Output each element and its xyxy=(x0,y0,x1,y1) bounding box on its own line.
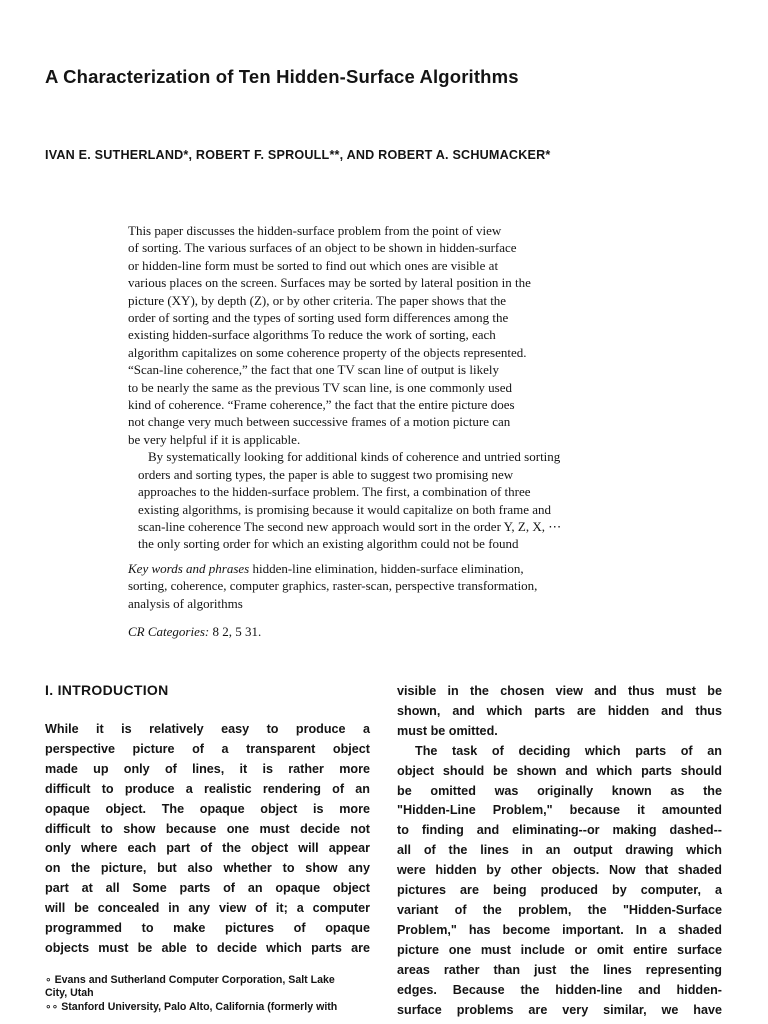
abstract-line: existing hidden-surface algorithms To reduce the work of sorting, each xyxy=(128,327,496,343)
keywords-block xyxy=(128,560,688,612)
body-line: opaque object. The opaque object is more xyxy=(45,801,370,816)
keywords-text: hidden-line elimination, hidden-surface elimination, xyxy=(249,561,524,576)
left-column xyxy=(45,682,370,959)
body-line: were hidden by other objects. Now that shaded xyxy=(397,863,722,878)
introduction-paragraph-1 xyxy=(45,720,370,959)
abstract-line: kind of coherence. “Frame coherence,” the fact that the entire picture does xyxy=(128,397,515,413)
body-line: difficult to show because one must decide not xyxy=(45,821,370,836)
body-line: picture one must include or omit entire surface xyxy=(397,942,722,957)
body-line: surface problems are very similar, we have xyxy=(397,1002,722,1017)
body-line: all of the lines in an output drawing which xyxy=(397,843,722,858)
body-line: object should be shown and which parts should xyxy=(397,763,722,778)
abstract-line: picture (XY), by depth (Z), or by other criteria. The paper shows that the xyxy=(128,292,507,308)
author-list: IVAN E. SUTHERLAND*, ROBERT F. SPROULL**, AND ROBERT A. SCHUMACKER* xyxy=(45,148,551,162)
abstract-line: existing algorithms, is promising because it would capitalize on both frame and xyxy=(138,501,552,517)
abstract-line: order of sorting and the types of sorting used form differences among the xyxy=(128,310,509,326)
keywords-line: sorting, coherence, computer graphics, raster-scan, perspective transformation, xyxy=(128,578,538,594)
section-heading-introduction: I. INTRODUCTION xyxy=(45,682,169,698)
abstract xyxy=(128,222,688,553)
introduction-paragraph-1-continued xyxy=(397,682,722,742)
body-line: areas rather than just the lines representing xyxy=(397,962,722,977)
cr-categories xyxy=(128,623,688,640)
abstract-line: various places on the screen. Surfaces may be sorted by lateral position in the xyxy=(128,275,531,291)
abstract-line: By systematically looking for additional kinds of coherence and untried sorting xyxy=(148,449,561,465)
keywords-label: Key words and phrases xyxy=(128,561,250,576)
body-line: will be concealed in any view of it; a computer xyxy=(45,901,370,916)
body-line: to finding and eliminating--or making dashed-- xyxy=(397,823,722,838)
body-line: only where each part of the object will appear xyxy=(45,841,370,856)
keywords-line xyxy=(128,560,688,577)
body-line: "Hidden-Line Problem," because it amounted xyxy=(397,803,722,818)
footnotes xyxy=(45,974,370,1014)
body-line: programmed to make pictures of opaque xyxy=(45,921,370,936)
abstract-line: approaches to the hidden-surface problem. The first, a combination of three xyxy=(138,484,531,500)
keywords-line: analysis of algorithms xyxy=(128,595,243,611)
body-line: difficult to produce a realistic rendering of an xyxy=(45,781,370,796)
abstract-line: algorithm capitalizes on some coherence property of the objects represented. xyxy=(128,344,527,360)
introduction-paragraph-2 xyxy=(397,742,722,1021)
footnote-affiliation-1-continued: City, Utah xyxy=(45,987,94,1000)
footnote-affiliation-1: ∘ Evans and Sutherland Computer Corporation, Salt Lake xyxy=(45,974,335,986)
right-column xyxy=(397,682,722,1020)
abstract-line: be very helpful if it is applicable. xyxy=(128,431,301,447)
body-line: must be omitted. xyxy=(397,723,498,738)
body-line: The task of deciding which parts of an xyxy=(415,743,722,758)
cr-categories-value: 8 2, 5 31. xyxy=(209,624,262,639)
abstract-line: not change very much between successive frames of a motion picture can xyxy=(128,414,511,430)
body-line: visible in the chosen view and thus must be xyxy=(397,684,722,698)
abstract-line: to be nearly the same as the previous TV scan line, is one commonly used xyxy=(128,379,513,395)
abstract-paragraph-1 xyxy=(128,222,688,448)
abstract-line: “Scan-line coherence,” the fact that one TV scan line of output is likely xyxy=(128,362,499,378)
body-line: Problem," has become important. In a shaded xyxy=(397,922,722,937)
body-line: variant of the problem, the "Hidden-Surface xyxy=(397,902,722,917)
body-line: shown, and which parts are hidden and thus xyxy=(397,703,722,718)
abstract-paragraph-2 xyxy=(128,448,688,552)
abstract-line: or hidden-line form must be sorted to find out which ones are visible at xyxy=(128,257,499,273)
body-line: pictures are being produced by computer, a xyxy=(397,883,722,898)
body-line: edges. Because the hidden-line and hidden- xyxy=(397,982,722,997)
body-line: made up only of lines, it is rather more xyxy=(45,761,370,776)
body-line: objects must be able to decide which parts are xyxy=(45,940,370,955)
body-line: perspective picture of a transparent object xyxy=(45,741,370,756)
abstract-line: scan-line coherence The second new approach would sort in the order Y, Z, X, ⋯ xyxy=(138,518,562,534)
abstract-line: orders and sorting types, the paper is able to suggest two promising new xyxy=(138,466,514,482)
body-line: part at all Some parts of an opaque object xyxy=(45,881,370,896)
body-line: on the picture, but also whether to show any xyxy=(45,861,370,876)
paper-title: A Characterization of Ten Hidden-Surface Algorithms xyxy=(45,66,519,87)
cr-categories-label: CR Categories: xyxy=(128,624,210,639)
footnote-affiliation-2: ∘∘ Stanford University, Palo Alto, California (formerly with xyxy=(45,1000,338,1013)
body-line: While it is relatively easy to produce a xyxy=(45,722,370,736)
body-line: be omitted was originally known as the xyxy=(397,783,722,798)
abstract-line: This paper discusses the hidden-surface problem from the point of view xyxy=(128,223,502,238)
abstract-line: the only sorting order for which an existing algorithm could not be found xyxy=(138,536,519,552)
abstract-line: of sorting. The various surfaces of an object to be shown in hidden-surface xyxy=(128,240,517,256)
